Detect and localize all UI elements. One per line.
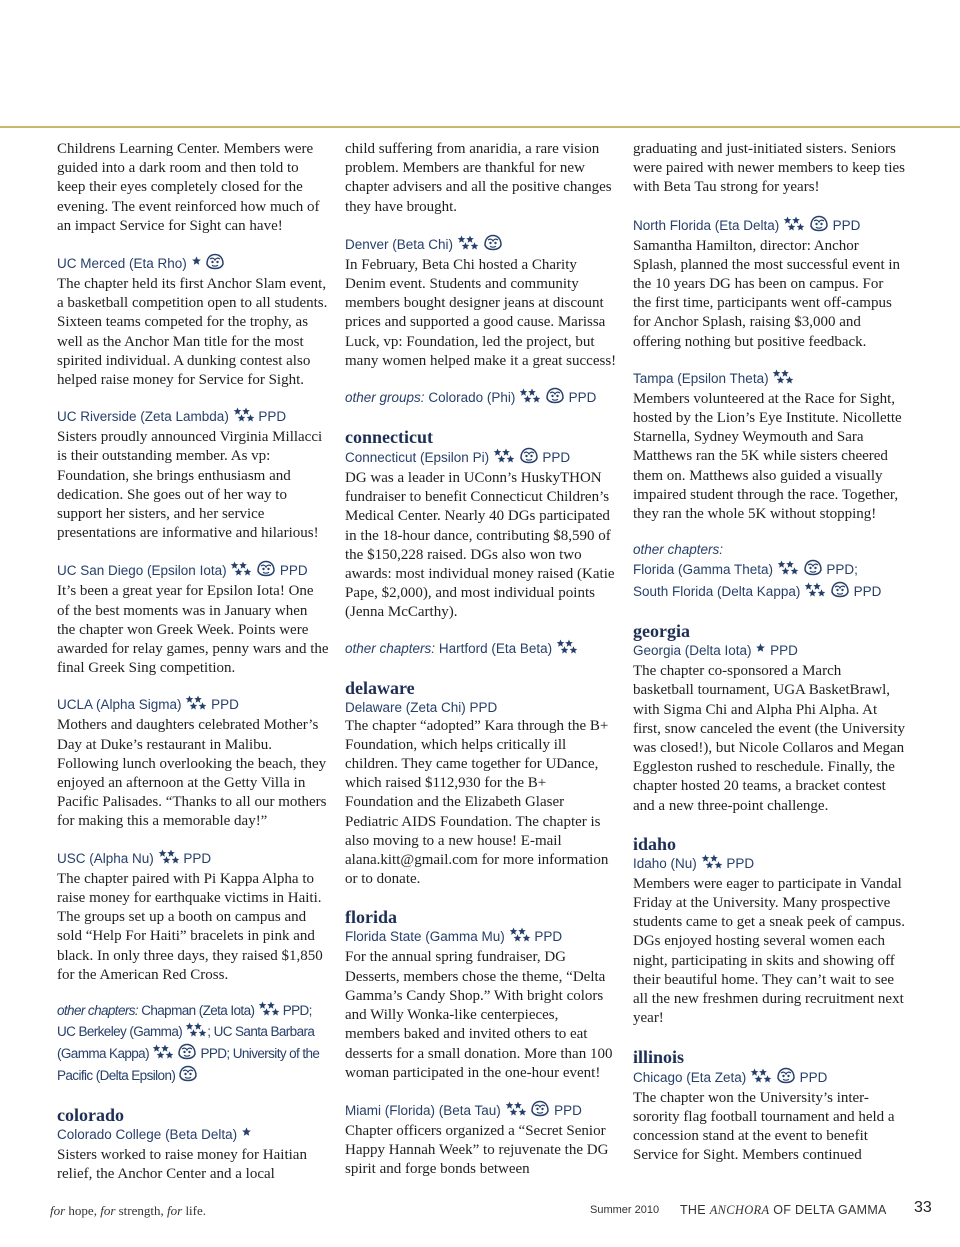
paragraph: The chapter paired with Pi Kappa Alpha to raise money for earthquake victims in Haiti. The groups set up a booth on campus and sold “Help For Haiti” bracelets in pink and black. In only three days, they raised $1,850 for the American Red Cross.: [57, 870, 323, 983]
footer-tagline: for hope, for strength, for life.: [50, 1203, 207, 1218]
service-for-sight-icon: [803, 559, 823, 581]
star-icon: [191, 256, 202, 275]
paragraph: It’s been a great year for Epsilon Iota! One of the best moments was in January when the chapter won Greek Week. Points were awarded for relay games, penny wars and the final Greek Sing competition.: [57, 583, 329, 677]
cluster-stars-icon: [158, 849, 180, 870]
magazine-title: THE ANCHORA OF DELTA GAMMA: [680, 1203, 887, 1217]
paragraph: Members were eager to participate in Vandal Friday at the University. Many prospective students came to get a sneak peek of campus. DGs enjoyed hosting several women each night, participating in skits and showing off their beautiful home. They can’t wait to see all the new freshmen during recruitment next year!: [633, 875, 905, 1027]
cluster-stars-icon: [777, 560, 799, 581]
service-for-sight-icon: [809, 215, 829, 237]
other-groups: other groups: Colorado (Phi) PPD: [345, 387, 617, 409]
cluster-stars-icon: [509, 927, 531, 948]
service-for-sight-icon: [519, 447, 539, 469]
chapter-heading: Colorado College (Beta Delta): [57, 1125, 329, 1146]
cluster-stars-icon: [457, 235, 479, 256]
ppd-badge: PPD: [726, 855, 755, 871]
ppd-badge: PPD: [770, 643, 798, 659]
other-chapters: other chapters: Hartford (Eta Beta): [345, 639, 617, 660]
ppd-badge: PPD: [183, 850, 212, 866]
service-for-sight-icon: [178, 1065, 198, 1087]
service-for-sight-icon: [177, 1043, 197, 1065]
chapter-heading: Miami (Florida) (Beta Tau) PPD: [345, 1100, 617, 1122]
ppd-badge: PPD: [258, 409, 287, 425]
paragraph: For the annual spring fundraiser, DG Desserts, members chose the theme, “Delta Gamma’s Candy Shop.” With bright colors and Willy Wonka-like centerpieces, members baked and invited others to eat desserts for a small donation. More than 100 woman participated in the one-hour event!: [345, 949, 613, 1081]
cluster-stars-icon: [750, 1068, 772, 1089]
service-for-sight-icon: [483, 234, 503, 256]
ppd-badge: PPD: [799, 1069, 828, 1085]
paragraph: Childrens Learning Center. Members were guided into a dark room and then told to keep their eyes completely closed for the evening. The event reinforced how much of an impact Service for Sight can have!: [57, 141, 320, 234]
chapter-heading: Denver (Beta Chi): [345, 234, 617, 256]
chapter-heading: UCLA (Alpha Sigma) PPD: [57, 695, 329, 716]
state-heading: connecticut: [345, 427, 433, 448]
cluster-stars-icon: [772, 369, 794, 390]
page-number: 33: [914, 1199, 932, 1216]
other-chapters: other chapters: Florida (Gamma Theta) PPD; South Florida (Delta Kappa) PPD: [633, 540, 905, 603]
other-chapters: other chapters: Chapman (Zeta Iota) PPD; UC Berkeley (Gamma) ; UC Santa Barbara (Gamma Kappa) PPD; University of the Pacific (Delta Epsilon): [57, 1001, 329, 1087]
chapter-heading: Georgia (Delta Iota) PPD: [633, 641, 905, 662]
cluster-stars-icon: [519, 388, 541, 409]
paragraph: In February, Beta Chi hosted a Charity Denim event. Students and community members bought designer jeans at discount prices and supported a good cause. Marissa Luck, vp: Foundation, led the project, but many women helped make it a great success!: [345, 256, 617, 369]
state-heading: delaware: [345, 677, 415, 698]
paragraph: The chapter co-sponsored a March basketball tournament, UGA BasketBrawl, with Sigma Chi and Alpha Phi Alpha. At first, snow canceled the event (the University was closed!), but Nicole Collaros and Megan Eggleston rushed to reschedule. Finally, the chapter hosted 20 teams, a bracket contest and a new three-point challenge.: [633, 663, 905, 814]
cluster-stars-icon: [185, 695, 207, 716]
star-icon: [755, 643, 766, 662]
chapter-heading: UC San Diego (Epsilon Iota) PPD: [57, 560, 329, 582]
chapter-heading: Idaho (Nu) PPD: [633, 854, 905, 875]
paragraph: DG was a leader in UConn’s HuskyTHON fundraiser to benefit Connecticut Children’s Medical Center. Nearly 40 DGs participated in the 18-hour dance, contributing $8,590 of the $150,228 raised. DGs also won two awards: most individual money raised (Katie Pape, $2,000), and most individual points (Jenna McCarthy).: [345, 470, 615, 621]
service-for-sight-icon: [545, 387, 565, 409]
cluster-stars-icon: [783, 216, 805, 237]
service-for-sight-icon: [256, 560, 276, 582]
column-1: [57, 140, 329, 1184]
cluster-stars-icon: [230, 561, 252, 582]
cluster-stars-icon: [493, 448, 515, 469]
state-heading: illinois: [633, 1046, 685, 1067]
chapter-heading: Tampa (Epsilon Theta): [633, 369, 905, 390]
state-heading: florida: [345, 907, 397, 928]
chapter-heading: Delaware (Zeta Chi) PPD: [345, 699, 498, 715]
state-heading: georgia: [633, 621, 690, 642]
ppd-badge: PPD: [542, 450, 571, 466]
cluster-stars-icon: [701, 854, 723, 875]
cluster-stars-icon: [185, 1022, 207, 1043]
paragraph: Sisters worked to raise money for Haitian relief, the Anchor Center and a local: [57, 1146, 307, 1183]
header-rule: [0, 126, 960, 128]
chapter-heading: Florida State (Gamma Mu) PPD: [345, 927, 617, 948]
service-for-sight-icon: [530, 1100, 550, 1122]
column-2: [345, 140, 617, 1180]
ppd-badge: PPD: [554, 1102, 582, 1118]
chapter-heading: Chicago (Eta Zeta) PPD: [633, 1067, 905, 1089]
cluster-stars-icon: [258, 1001, 280, 1022]
chapter-heading: North Florida (Eta Delta) PPD: [633, 215, 905, 237]
paragraph: Chapter officers organized a “Secret Senior Happy Hannah Week” to rejuvenate the DG spirit and forge bonds between: [345, 1122, 609, 1178]
ppd-badge: PPD: [211, 697, 239, 713]
chapter-heading: UC Riverside (Zeta Lambda) PPD: [57, 407, 329, 428]
paragraph: Members volunteered at the Race for Sight, hosted by the Lion’s Eye Institute. Nicollette Starnella, Sydney Weymouth and Sara Matthews ran the 5K while sisters cheered them on. Matthews also guided a visually impaired student through the race. Together, they ran the whole 5K without stopping!: [633, 390, 902, 523]
cluster-stars-icon: [556, 639, 578, 660]
ppd-badge: PPD: [832, 217, 861, 233]
cluster-stars-icon: [804, 582, 826, 603]
ppd-badge: PPD: [279, 563, 308, 579]
paragraph: Sisters proudly announced Virginia Millacci is their outstanding member. As vp: Foundation, she brings enthusiasm and dedication. She goes out of her way to support her sisters, and her service presentations are informative and hilarious!: [57, 429, 323, 542]
paragraph: graduating and just-initiated sisters. Seniors were paired with newer members to keep ties with Beta Tau strong for years!: [633, 141, 905, 196]
cluster-stars-icon: [505, 1101, 527, 1122]
issue-date: Summer 2010: [590, 1204, 660, 1216]
column-3: [633, 140, 905, 1165]
service-for-sight-icon: [830, 581, 850, 603]
paragraph: The chapter “adopted” Kara through the B+ Foundation, which helps critically ill children. They came together for UDance, which raised $112,930 for the B+ Foundation and the Elizabeth Glaser Pediatric AIDS Foundation. The chapter is also moving to a new house! E-mail alana.kitt@gmail.com for more information or to donate.: [345, 717, 609, 888]
service-for-sight-icon: [205, 253, 225, 275]
chapter-heading: UC Merced (Eta Rho): [57, 253, 329, 275]
paragraph: The chapter won the University’s inter-sorority flag football tournament and held a concession stand at the event to benefit Service for Sight. Members continued: [633, 1089, 895, 1164]
cluster-stars-icon: [152, 1044, 174, 1065]
paragraph: Mothers and daughters celebrated Mother’s Day at Duke’s restaurant in Malibu. Following lunch overlooking the beach, they enjoyed an afternoon at the Getty Villa in Pacific Palisades. “Thanks to all our mothers for making this a memorable day!”: [57, 717, 327, 830]
ppd-badge: PPD: [534, 929, 563, 945]
cluster-stars-icon: [233, 407, 255, 428]
state-heading: colorado: [57, 1104, 124, 1125]
state-heading: idaho: [633, 833, 677, 854]
paragraph: The chapter held its first Anchor Slam event, a basketball competition open to all students. Sixteen teams competed for the trophy, as well as the Anchor Man title for the most spirited individual. A dunking contest also helped raise money for Service for Sight.: [57, 276, 328, 389]
paragraph: Samantha Hamilton, director: Anchor Splash, planned the most successful event in the 10 years DG has been on campus. For the first time, participants went off-campus for Anchor Splash, raising $3,000 and offering nothing but positive feedback.: [633, 237, 901, 350]
paragraph: child suffering from anaridia, a rare vision problem. Members are thankful for new chapter advisers and all the positive changes they have brought.: [345, 141, 612, 215]
chapter-heading: Connecticut (Epsilon Pi) PPD: [345, 447, 617, 469]
chapter-heading: USC (Alpha Nu) PPD: [57, 849, 329, 870]
service-for-sight-icon: [776, 1067, 796, 1089]
star-icon: [241, 1127, 252, 1146]
